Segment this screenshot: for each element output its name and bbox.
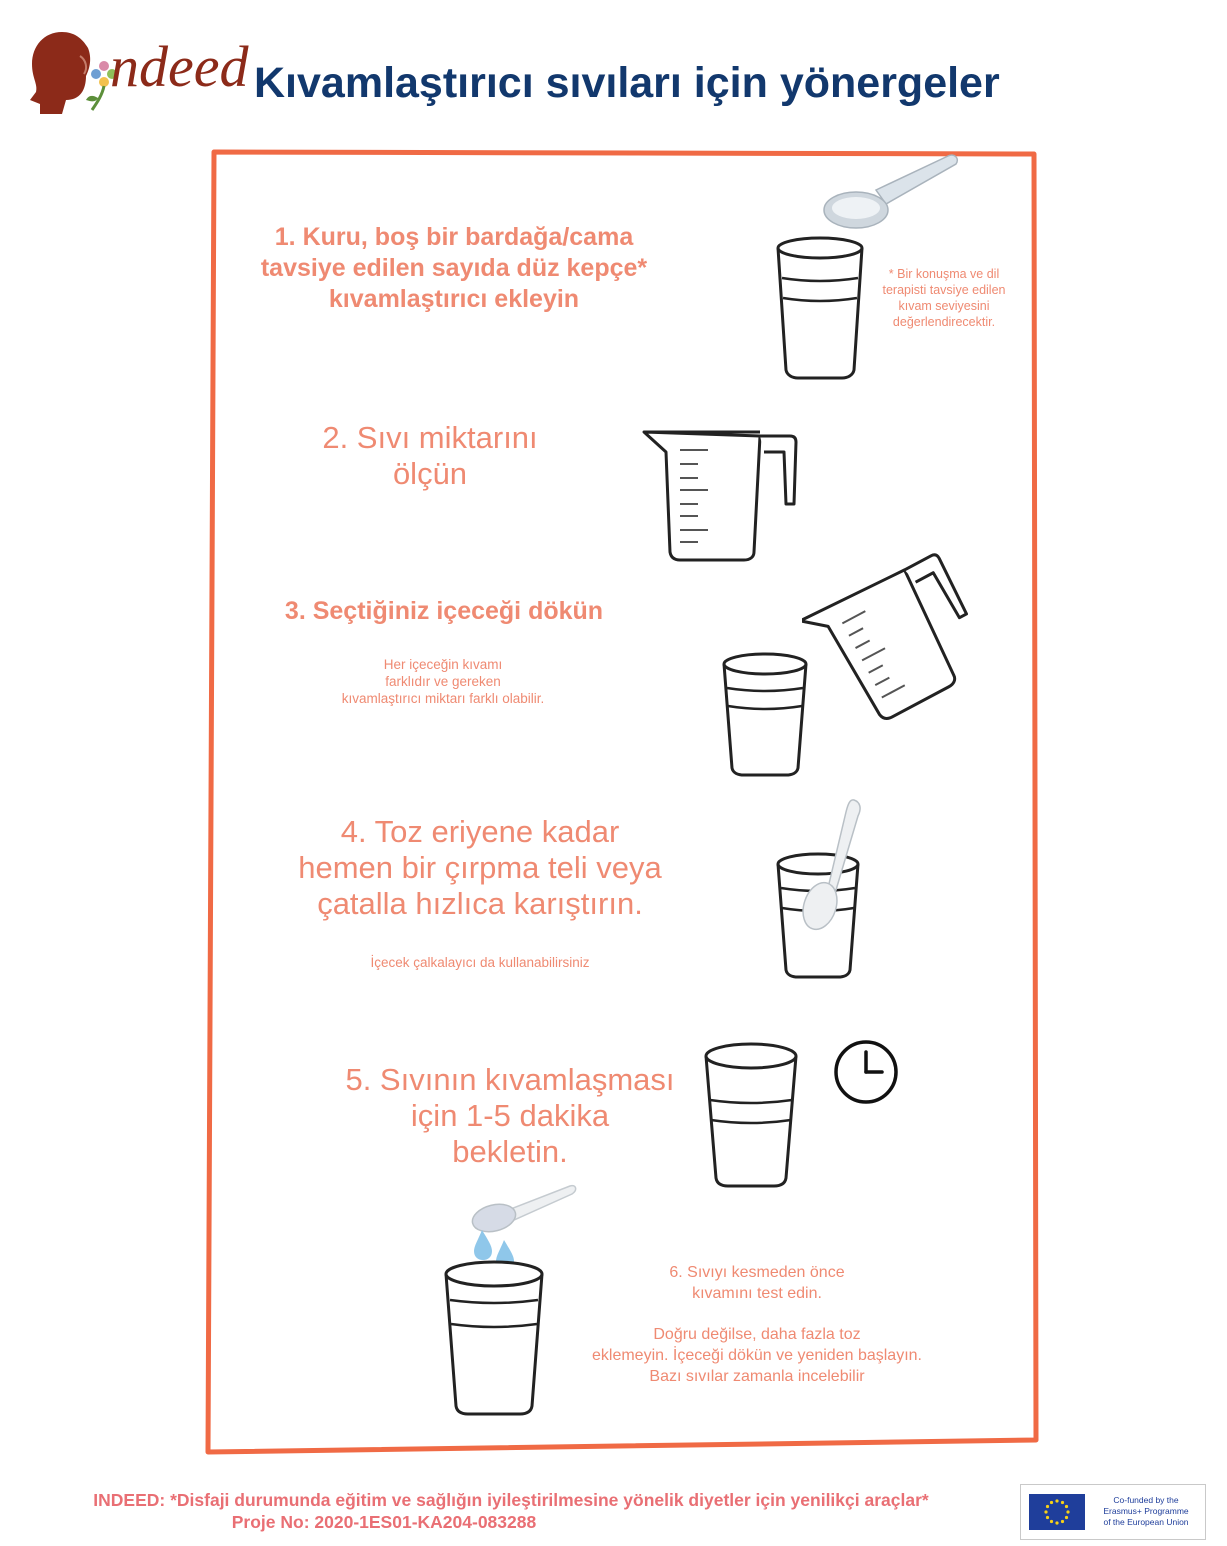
step-1-note-line: kıvam seviyesini bbox=[898, 299, 990, 313]
step-1-note bbox=[862, 266, 1026, 330]
step-5-text bbox=[330, 1062, 690, 1170]
step-4-line: hemen bir çırpma teli veya bbox=[298, 850, 662, 885]
eu-badge-text bbox=[1091, 1495, 1201, 1528]
page-title: Kıvamlaştırıcı sıvıları için yönergeler bbox=[254, 59, 1000, 107]
step-3-note-line: kıvamlaştırıcı miktarı farklı olabilir. bbox=[341, 691, 545, 706]
step-2-text bbox=[262, 420, 598, 492]
eu-cofunded-badge bbox=[1020, 1484, 1206, 1540]
step-1-note-line: * Bir konuşma ve dil bbox=[888, 267, 1000, 281]
step-3-line: 3. Seçtiğiniz içeceği dökün bbox=[284, 597, 604, 625]
spoon-icon bbox=[792, 794, 868, 934]
step-4-note: İçecek çalkalayıcı da kullanabilirsiniz bbox=[370, 955, 590, 970]
clock-icon bbox=[832, 1038, 900, 1106]
step-5-line: bekletin. bbox=[452, 1134, 568, 1169]
eu-badge-line: Co-funded by the bbox=[1113, 1495, 1179, 1505]
step-6-note-line: Doğru değilse, daha fazla toz bbox=[653, 1326, 861, 1343]
eu-badge-line: Erasmus+ Programme bbox=[1103, 1506, 1189, 1516]
step-4-text bbox=[280, 814, 680, 922]
glass-icon bbox=[772, 234, 868, 380]
step-5-line: 5. Sıvının kıvamlaşması bbox=[345, 1062, 675, 1097]
glass-icon bbox=[718, 648, 812, 778]
step-1-note-line: değerlendirecektir. bbox=[892, 315, 996, 329]
footer-project-title: INDEED: *Disfaji durumunda eğitim ve sağlığın iyileştirilmesine yönelik diyetler için yenilikçi araçlar* bbox=[93, 1490, 929, 1510]
step-1-line: kıvamlaştırıcı ekleyin bbox=[328, 285, 580, 313]
footer-project-number: Proje No: 2020-1ES01-KA204-083288 bbox=[231, 1512, 537, 1532]
eu-flag-icon bbox=[1029, 1494, 1085, 1530]
step-3-note-line: farklıdır ve gereken bbox=[385, 674, 501, 689]
step-1-note-line: terapisti tavsiye edilen bbox=[882, 283, 1006, 297]
logo-wordmark: ndeed bbox=[110, 34, 249, 99]
step-3-note bbox=[290, 656, 596, 707]
step-5-line: için 1-5 dakika bbox=[410, 1098, 610, 1133]
measuring-jug-icon bbox=[640, 428, 800, 564]
step-4-line: çatalla hızlıca karıştırın. bbox=[317, 886, 643, 921]
step-1-line: 1. Kuru, boş bir bardağa/cama bbox=[274, 223, 634, 251]
step-6-line: kıvamını test edin. bbox=[692, 1285, 822, 1302]
step-6-line: 6. Sıvıyı kesmeden önce bbox=[669, 1264, 845, 1281]
step-2-line: 2. Sıvı miktarını bbox=[322, 420, 538, 455]
scoop-icon bbox=[820, 148, 962, 236]
step-6-text bbox=[614, 1262, 900, 1304]
eu-badge-line: of the European Union bbox=[1103, 1517, 1189, 1527]
step-1-text bbox=[226, 222, 682, 315]
step-1-line: tavsiye edilen sayıda düz kepçe* bbox=[260, 254, 648, 282]
step-6-note-line: eklemeyin. İçeceği dökün ve yeniden başlayın. bbox=[592, 1347, 922, 1364]
step-2-line: ölçün bbox=[392, 456, 468, 491]
step-3-note-line: Her içeceğin kıvamı bbox=[383, 657, 503, 672]
glass-icon bbox=[440, 1256, 548, 1418]
step-6-note-line: Bazı sıvılar zamanla incelebilir bbox=[649, 1368, 865, 1385]
step-4-line: 4. Toz eriyene kadar bbox=[340, 814, 620, 849]
step-6-note bbox=[556, 1324, 958, 1387]
glass-icon bbox=[700, 1038, 802, 1190]
step-3-text bbox=[252, 596, 636, 627]
measuring-jug-icon bbox=[802, 546, 998, 730]
